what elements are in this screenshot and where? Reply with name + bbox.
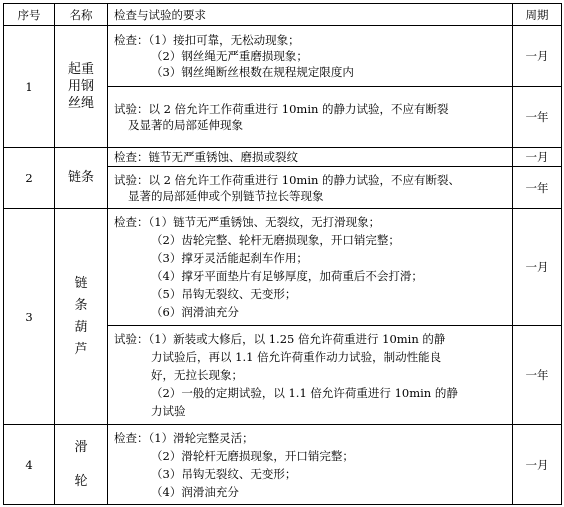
inspection-label: 检查：	[114, 150, 149, 164]
inspection-label: 检查：	[114, 33, 149, 47]
test-label: 试验：	[114, 102, 149, 116]
period-cell: 一年	[513, 167, 562, 209]
inspection-item: （5）吊钩无裂纹、无变形；	[151, 287, 297, 301]
item-name	[55, 425, 108, 505]
header-row	[4, 4, 562, 26]
inspection-item: （2）滑轮杆无磨损现象，开口销完整；	[151, 448, 354, 463]
test-line: 以 2 倍允许工作荷重进行 10min 的静力试验，不应有断裂、	[148, 172, 461, 187]
test-line: 力试验	[151, 404, 186, 418]
row-number: 4	[4, 425, 55, 505]
inspection-cell	[108, 209, 513, 326]
test-line: 以 2 倍允许工作荷重进行 10min 的静力试验，不应有断裂	[148, 102, 449, 116]
inspection-item: （4）撑牙平面垫片有足够厚度，加荷重后不会打滑；	[151, 269, 423, 283]
header-period: 周期	[513, 4, 562, 26]
header-name: 名称	[55, 4, 108, 26]
period-cell: 一月	[513, 209, 562, 326]
test-label: 试验：	[114, 332, 149, 346]
test-cell	[108, 326, 513, 425]
test-cell	[108, 167, 513, 209]
inspection-cell	[108, 148, 513, 167]
inspection-item: （2）钢丝绳无严重磨损现象；	[151, 49, 308, 63]
header-requirements: 检查与试验的要求	[108, 4, 513, 26]
row-number: 1	[4, 26, 55, 148]
inspection-cell	[108, 26, 513, 87]
inspection-item: （4）润滑油充分	[151, 484, 239, 499]
inspection-label: 检查：	[114, 430, 149, 445]
inspection-table	[3, 3, 562, 505]
test-cell	[108, 87, 513, 148]
period-cell: 一年	[513, 87, 562, 148]
test-line: （2）一般的定期试验，以 1.1 倍允许荷重进行 10min 的静	[151, 386, 458, 400]
row-number: 3	[4, 209, 55, 425]
row-number: 2	[4, 148, 55, 209]
inspection-item: （3）钢丝绳断丝根数在规程规定限度内	[151, 65, 354, 79]
item-name	[55, 209, 108, 425]
inspection-cell	[108, 425, 513, 505]
inspection-item: （3）撑牙灵活能起刹车作用；	[151, 251, 308, 265]
inspection-item: （6）润滑油充分	[151, 305, 239, 319]
item-name-text: 链条葫芦	[74, 275, 88, 357]
item-name-text: 滑轮	[74, 439, 88, 489]
period-cell: 一月	[513, 425, 562, 505]
header-no: 序号	[4, 4, 55, 26]
test-line: 力试验后，再以 1.1 倍允许荷重作动力试验，制动性能良	[151, 350, 442, 364]
test-line: 显著的局部延伸或个别链节拉长等现象	[128, 188, 324, 203]
inspection-item: （1）滑轮完整灵活；	[148, 430, 254, 445]
inspection-item: （2）齿轮完整、轮杆无磨损现象，开口销完整；	[151, 233, 400, 247]
test-line: 好，无拉长现象；	[151, 368, 243, 382]
item-name: 链条	[55, 148, 108, 209]
item-name	[55, 26, 108, 148]
table-row	[4, 148, 562, 167]
period-cell: 一月	[513, 148, 562, 167]
table-row	[4, 209, 562, 326]
table-row	[4, 425, 562, 505]
item-name-text: 起重用钢丝绳	[68, 62, 95, 111]
inspection-item: （1）链节无严重锈蚀、无裂纹，无打滑现象；	[148, 215, 381, 229]
inspection-label: 检查：	[114, 215, 149, 229]
inspection-line: 链节无严重锈蚀、磨损或裂纹	[148, 150, 298, 164]
inspection-item: （3）吊钩无裂纹、无变形；	[151, 466, 297, 481]
period-cell: 一月	[513, 26, 562, 87]
table-row	[4, 26, 562, 87]
inspection-item: （1）接扣可靠，无松动现象；	[148, 33, 300, 47]
test-label: 试验：	[114, 172, 149, 187]
period-cell: 一年	[513, 326, 562, 425]
test-line: 及显著的局部延伸现象	[128, 118, 243, 132]
test-line: （1）新装或大修后，以 1.25 倍允许荷重进行 10min 的静	[148, 332, 446, 346]
